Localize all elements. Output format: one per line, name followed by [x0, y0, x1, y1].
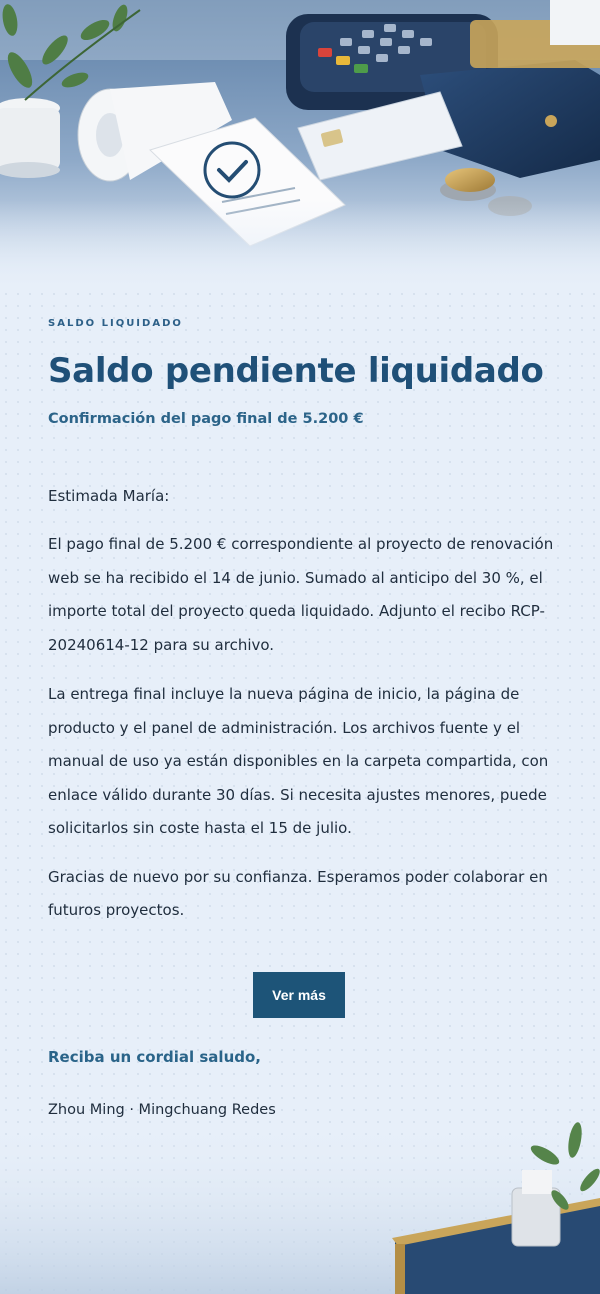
body-paragraph: La entrega final incluye la nueva página de inicio, la página de producto y el panel de administración. Los archivos fuente y el manual de uso ya están disponibles en la carpeta compartida, con enlace válido durante 30 días. Si necesita ajustes menores, puede solicitarlos sin coste hasta el 15 de julio. [48, 685, 549, 837]
page-subtitle: Confirmación del pago final de 5.200 € [48, 411, 364, 427]
body-paragraph: Gracias de nuevo por su confianza. Esperamos poder colaborar en futuros proyectos. [48, 867, 548, 919]
body-paragraph: El pago final de 5.200 € correspondiente al proyecto de renovación web se ha recibido el 14 de junio. Sumado al anticipo del 30 %, el importe total del proyecto queda liquidado. Adjunto el recibo RCP-20240614-12 para su archivo. [48, 535, 554, 654]
desk-plant-illustration [0, 1120, 600, 1294]
eyebrow-label: SALDO LIQUIDADO [48, 318, 183, 329]
cta-container [48, 972, 550, 1018]
receipt-payment-illustration [0, 0, 600, 290]
email-content [48, 318, 558, 1118]
page-title: Saldo pendiente liquidado [48, 351, 544, 391]
greeting: Estimada María: [48, 487, 170, 505]
footer-illustration [0, 1120, 600, 1294]
see-more-button[interactable]: Ver más [253, 972, 345, 1018]
hero-illustration [0, 0, 600, 290]
signature: Zhou Ming · Mingchuang Redes [48, 1101, 276, 1118]
closing-line: Reciba un cordial saludo, [48, 1047, 261, 1066]
